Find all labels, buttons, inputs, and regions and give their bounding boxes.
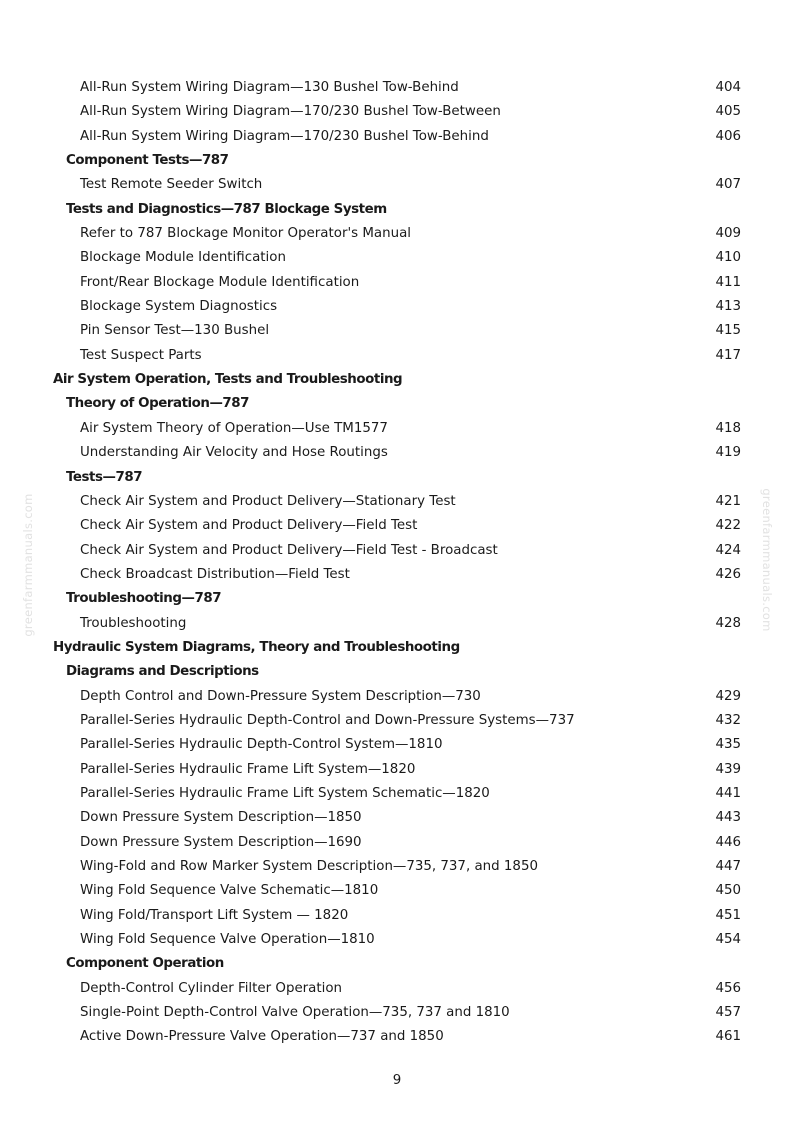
toc-entry-page-number: 421 xyxy=(715,493,741,509)
toc-entry-title: Parallel-Series Hydraulic Depth-Control and Down-Pressure Systems—737 xyxy=(80,712,575,728)
toc-entry-title: Single-Point Depth-Control Valve Operation—735, 737 and 1810 xyxy=(80,1005,510,1021)
watermark-right: greenfarmmanuals.com xyxy=(760,488,774,632)
toc-entry[interactable] xyxy=(0,685,794,709)
toc-entry-title: Wing Fold Sequence Valve Operation—1810 xyxy=(80,932,375,948)
page-number: 9 xyxy=(392,1073,402,1088)
toc-entry-page-number: 406 xyxy=(715,128,741,144)
toc-entry[interactable] xyxy=(0,904,794,928)
toc-section-heading[interactable] xyxy=(0,198,794,222)
toc-entry[interactable] xyxy=(0,490,794,514)
toc-entry-title: Troubleshooting xyxy=(80,615,187,631)
toc-entry-title: Wing Fold Sequence Valve Schematic—1810 xyxy=(80,883,379,899)
toc-entry-title: Front/Rear Blockage Module Identification xyxy=(80,274,360,290)
toc-entry-title: Hydraulic System Diagrams, Theory and Troubleshooting xyxy=(53,639,460,655)
toc-entry-title: All-Run System Wiring Diagram—130 Bushel Tow-Behind xyxy=(80,80,459,95)
toc-section-heading[interactable] xyxy=(0,466,794,490)
toc-entry-title: Down Pressure System Description—1690 xyxy=(80,834,362,850)
toc-entry-title: Refer to 787 Blockage Monitor Operator's Manual xyxy=(80,226,412,242)
toc-entry-page-number: 424 xyxy=(715,542,741,558)
toc-section-heading[interactable] xyxy=(0,392,794,416)
toc-entry-title: Wing-Fold and Row Marker System Description—735, 737, and 1850 xyxy=(80,859,538,874)
toc-entry-title: All-Run System Wiring Diagram—170/230 Bushel Tow-Behind xyxy=(80,128,489,144)
toc-entry[interactable] xyxy=(0,1001,794,1025)
toc-entry-page-number: 429 xyxy=(715,688,741,704)
toc-entry-page-number: 432 xyxy=(715,712,741,728)
toc-entry[interactable] xyxy=(0,733,794,757)
toc-entry-page-number: 450 xyxy=(715,883,741,899)
toc-entry[interactable] xyxy=(0,100,794,124)
toc-entry-title: Air System Theory of Operation—Use TM1577 xyxy=(80,420,388,436)
toc-entry-title: Check Air System and Product Delivery—Stationary Test xyxy=(80,493,456,509)
toc-entry-title: Test Remote Seeder Switch xyxy=(80,177,263,193)
toc-section-heading[interactable] xyxy=(0,636,794,660)
toc-entry-title: Air System Operation, Tests and Troubleshooting xyxy=(53,372,403,388)
toc-section-heading[interactable] xyxy=(0,587,794,611)
toc-entry-title: Check Air System and Product Delivery—Field Test xyxy=(80,518,418,534)
toc-entry-title: Parallel-Series Hydraulic Depth-Control System—1810 xyxy=(80,737,443,753)
toc-section-heading[interactable] xyxy=(0,149,794,173)
toc-entry-title: Tests—787 xyxy=(66,469,143,485)
toc-entry[interactable] xyxy=(0,758,794,782)
toc-entry-title: Parallel-Series Hydraulic Frame Lift System Schematic—1820 xyxy=(80,785,490,801)
toc-entry[interactable] xyxy=(0,417,794,441)
toc-section-heading[interactable] xyxy=(0,660,794,684)
toc-entry[interactable] xyxy=(0,709,794,733)
toc-entry-title: Down Pressure System Description—1850 xyxy=(80,810,362,826)
toc-entry-page-number: 443 xyxy=(715,810,741,826)
toc-entry-page-number: 447 xyxy=(715,859,741,874)
toc-entry[interactable] xyxy=(0,246,794,270)
table-of-contents xyxy=(0,76,794,1050)
toc-entry-page-number: 439 xyxy=(715,761,741,777)
toc-entry-page-number: 457 xyxy=(715,1005,741,1021)
toc-entry[interactable] xyxy=(0,514,794,538)
toc-entry-title: Active Down-Pressure Valve Operation—737 and 1850 xyxy=(80,1029,444,1045)
toc-entry[interactable] xyxy=(0,295,794,319)
toc-entry-title: Blockage Module Identification xyxy=(80,250,286,266)
toc-entry-title: Pin Sensor Test—130 Bushel xyxy=(80,323,270,339)
toc-entry[interactable] xyxy=(0,222,794,246)
toc-entry-page-number: 422 xyxy=(715,518,741,534)
toc-entry[interactable] xyxy=(0,977,794,1001)
toc-entry-page-number: 415 xyxy=(715,323,741,339)
toc-entry-title: Wing Fold/Transport Lift System — 1820 xyxy=(80,907,349,923)
toc-entry[interactable] xyxy=(0,1025,794,1049)
toc-entry-title: Depth Control and Down-Pressure System Description—730 xyxy=(80,688,481,704)
toc-entry-title: Check Air System and Product Delivery—Field Test - Broadcast xyxy=(80,542,498,558)
toc-entry[interactable] xyxy=(0,173,794,197)
toc-entry-page-number: 410 xyxy=(715,250,741,266)
toc-entry-page-number: 441 xyxy=(715,785,741,801)
toc-entry-title: Understanding Air Velocity and Hose Routings xyxy=(80,445,388,461)
toc-entry-page-number: 461 xyxy=(715,1029,741,1045)
toc-entry-page-number: 446 xyxy=(715,834,741,850)
toc-entry-title: Test Suspect Parts xyxy=(80,347,202,363)
toc-entry-title: Blockage System Diagnostics xyxy=(80,299,278,315)
toc-entry-page-number: 409 xyxy=(715,226,741,242)
toc-entry-title: Tests and Diagnostics—787 Blockage System xyxy=(66,201,387,217)
toc-entry[interactable] xyxy=(0,855,794,879)
toc-entry-title: Diagrams and Descriptions xyxy=(66,664,259,680)
toc-entry[interactable] xyxy=(0,563,794,587)
toc-entry[interactable] xyxy=(0,125,794,149)
toc-entry-page-number: 451 xyxy=(715,907,741,923)
toc-entry[interactable] xyxy=(0,319,794,343)
toc-entry-page-number: 419 xyxy=(715,445,741,461)
watermark-left: greenfarmmanuals.com xyxy=(21,493,35,637)
toc-entry[interactable] xyxy=(0,76,794,100)
toc-entry[interactable] xyxy=(0,879,794,903)
toc-entry-page-number: 454 xyxy=(715,932,741,948)
toc-entry-title: Component Operation xyxy=(66,956,224,972)
toc-entry-page-number: 404 xyxy=(715,80,741,95)
toc-entry-title: Depth-Control Cylinder Filter Operation xyxy=(80,980,343,996)
toc-entry[interactable] xyxy=(0,539,794,563)
toc-entry[interactable] xyxy=(0,344,794,368)
toc-entry-title: Troubleshooting—787 xyxy=(66,591,222,607)
toc-entry-title: Theory of Operation—787 xyxy=(66,396,250,412)
toc-section-heading[interactable] xyxy=(0,952,794,976)
toc-entry-page-number: 456 xyxy=(715,980,741,996)
toc-entry-title: All-Run System Wiring Diagram—170/230 Bushel Tow-Between xyxy=(80,104,501,120)
toc-entry-page-number: 411 xyxy=(715,274,741,290)
toc-entry[interactable] xyxy=(0,271,794,295)
toc-entry-page-number: 405 xyxy=(715,104,741,120)
toc-entry[interactable] xyxy=(0,806,794,830)
toc-entry-page-number: 435 xyxy=(715,737,741,753)
toc-entry-title: Component Tests—787 xyxy=(66,153,229,169)
toc-entry[interactable] xyxy=(0,831,794,855)
toc-section-heading[interactable] xyxy=(0,368,794,392)
toc-entry[interactable] xyxy=(0,612,794,636)
toc-entry[interactable] xyxy=(0,928,794,952)
toc-entry-page-number: 426 xyxy=(715,566,741,582)
toc-entry-page-number: 428 xyxy=(715,615,741,631)
toc-entry-title: Parallel-Series Hydraulic Frame Lift System—1820 xyxy=(80,761,416,777)
toc-entry-page-number: 407 xyxy=(715,177,741,193)
toc-entry-page-number: 417 xyxy=(715,347,741,363)
toc-entry-title: Check Broadcast Distribution—Field Test xyxy=(80,566,350,582)
toc-entry[interactable] xyxy=(0,441,794,465)
toc-entry-page-number: 418 xyxy=(715,420,741,436)
toc-entry[interactable] xyxy=(0,782,794,806)
toc-entry-page-number: 413 xyxy=(715,299,741,315)
